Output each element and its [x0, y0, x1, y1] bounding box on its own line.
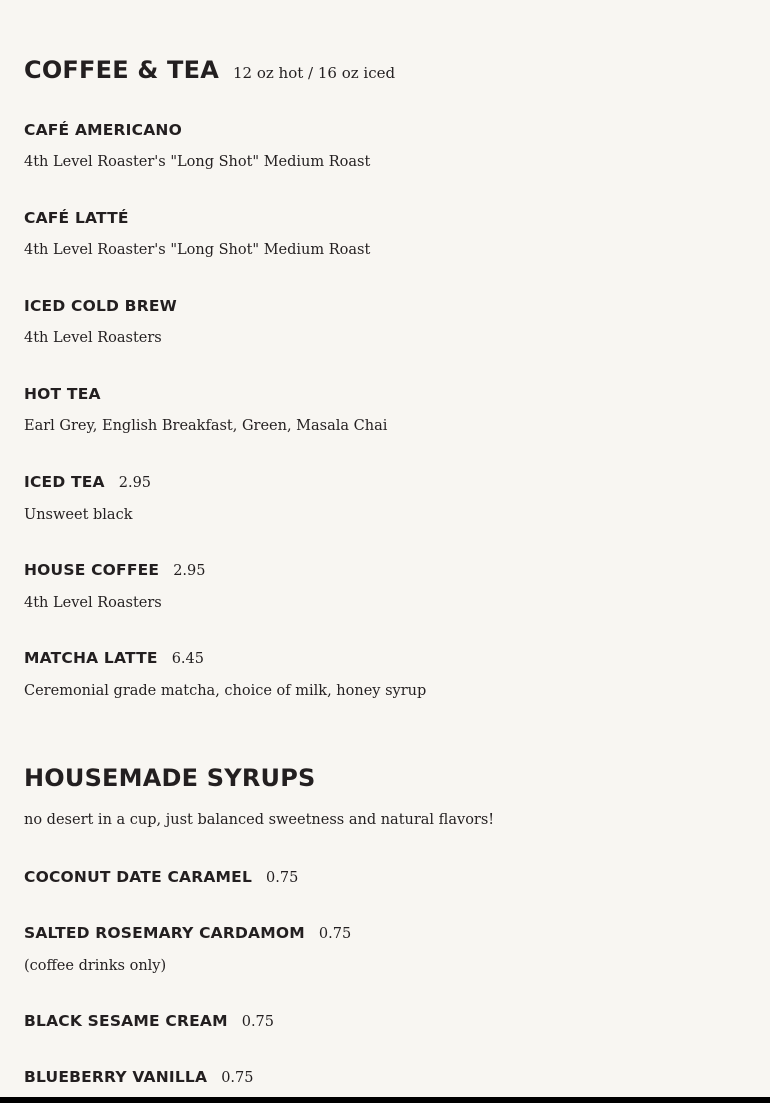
menu-item-hot-tea	[24, 384, 754, 436]
menu-item-matcha-latte	[24, 648, 754, 701]
item-name: HOUSE COFFEE	[24, 561, 160, 579]
item-name: CAFÉ LATTÉ	[24, 209, 129, 227]
bottom-border	[0, 1097, 770, 1103]
item-description: (coffee drinks only)	[24, 958, 167, 974]
item-name: SALTED ROSEMARY CARDAMOM	[24, 924, 305, 942]
item-description: 4th Level Roasters	[24, 330, 162, 346]
menu-item-americano	[24, 120, 754, 172]
item-name: CAFÉ AMERICANO	[24, 121, 182, 139]
item-description: Unsweet black	[24, 507, 133, 523]
item-price: 6.45	[171, 651, 204, 667]
menu-item-coconut-date-caramel	[24, 867, 754, 888]
item-price: 0.75	[318, 926, 352, 942]
coffee-tea-header	[24, 56, 395, 84]
item-price: 2.95	[118, 475, 152, 491]
item-price: 0.75	[266, 870, 299, 886]
item-name: BLACK SESAME CREAM	[24, 1012, 228, 1030]
menu-item-black-sesame-cream	[24, 1011, 754, 1032]
syrups-tagline: no desert in a cup, just balanced sweetness and natural flavors!	[24, 812, 495, 828]
menu-item-latte	[24, 208, 754, 260]
section-title: HOUSEMADE SYRUPS	[24, 764, 316, 792]
menu-item-cold-brew	[24, 296, 754, 348]
item-description: 4th Level Roasters	[24, 595, 162, 611]
menu-item-house-coffee	[24, 560, 754, 613]
item-name: HOT TEA	[24, 385, 101, 403]
size-note: 12 oz hot / 16 oz iced	[232, 64, 396, 82]
item-description: Ceremonial grade matcha, choice of milk, honey syrup	[24, 683, 427, 699]
syrups-header	[24, 764, 316, 792]
section-title: COFFEE & TEA	[24, 56, 219, 84]
menu-item-salted-rosemary-cardamom	[24, 923, 754, 976]
item-description: 4th Level Roaster's "Long Shot" Medium Roast	[24, 242, 371, 258]
item-description: Earl Grey, English Breakfast, Green, Masala Chai	[24, 418, 388, 434]
item-name: COCONUT DATE CARAMEL	[24, 868, 253, 886]
item-name: MATCHA LATTE	[24, 649, 158, 667]
menu-item-blueberry-vanilla	[24, 1067, 754, 1088]
menu-item-iced-tea	[24, 472, 754, 525]
item-name: BLUEBERRY VANILLA	[24, 1068, 208, 1086]
item-price: 0.75	[221, 1070, 254, 1086]
item-price: 2.95	[173, 563, 206, 579]
item-name: ICED COLD BREW	[24, 297, 177, 315]
item-description: 4th Level Roaster's "Long Shot" Medium Roast	[24, 154, 371, 170]
item-price: 0.75	[241, 1014, 275, 1030]
item-name: ICED TEA	[24, 473, 105, 491]
